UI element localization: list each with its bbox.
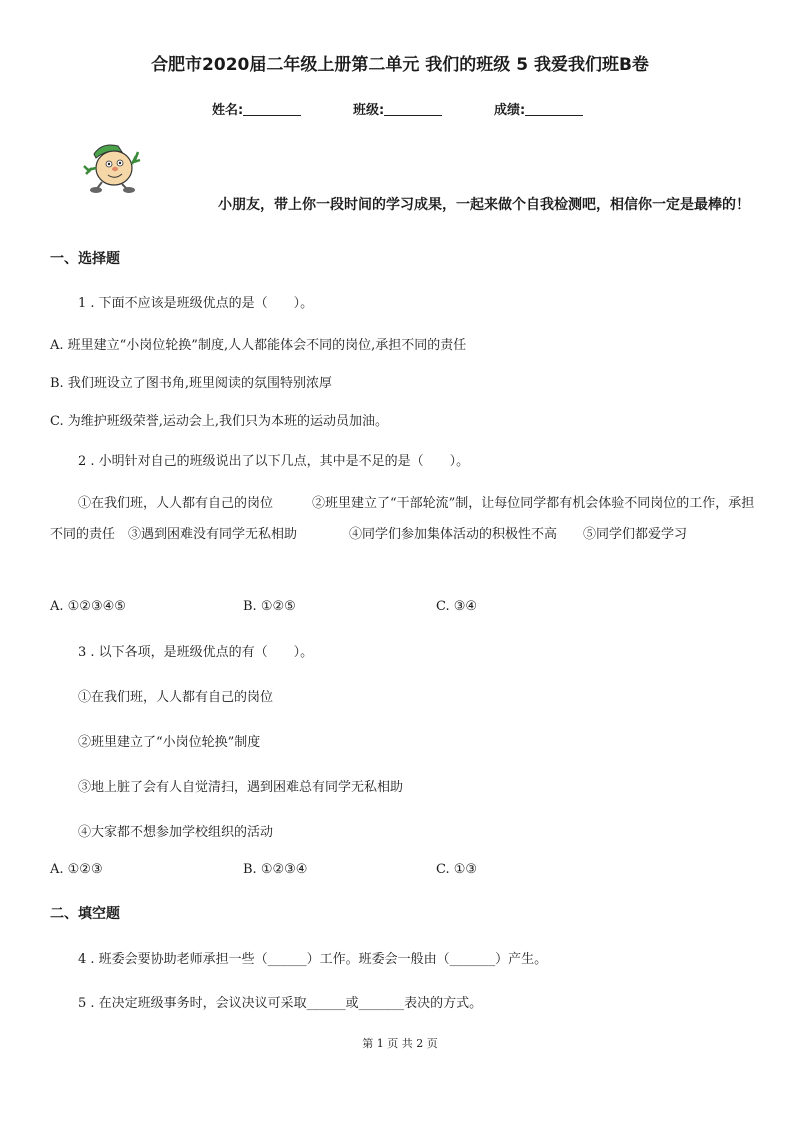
page-title: 合肥市2020届二年级上册第二单元 我们的班级 5 我爱我们班B卷	[151, 55, 649, 75]
name-field[interactable]	[212, 99, 301, 118]
q1-option-b[interactable]: B. 我们班设立了图书角,班里阅读的氛围特别浓厚	[50, 376, 332, 391]
q2-option-c[interactable]: C. ③④	[436, 599, 478, 614]
page-footer: 第 1 页 共 2 页	[362, 1037, 438, 1050]
q1-option-c[interactable]: C. 为维护班级荣誉,运动会上,我们只为本班的运动员加油。	[50, 414, 389, 429]
q3-item: ③地上脏了会有人自觉清扫，遇到困难总有同学无私相助	[78, 780, 404, 795]
question-5[interactable]: 5 . 在决定班级事务时，会议决议可采取______或_______表决的方式。	[78, 996, 483, 1011]
q3-option-a[interactable]: A. ①②③	[50, 862, 103, 877]
encouragement-text: 小朋友，带上你一段时间的学习成果，一起来做个自我检测吧，相信你一定是最棒的！	[218, 197, 750, 213]
q1-option-a[interactable]: A. 班里建立“小岗位轮换”制度,人人都能体会不同的岗位,承担不同的责任	[50, 338, 467, 353]
q2-statements: ①在我们班，人人都有自己的岗位 ②班里建立了“干部轮流”制，让每位同学都有机会体验不同岗位的工作，承担不同的责任 ③遇到困难没有同学无私相助 ④同学们参加集体活动的积极性不高 ⑤同学们都爱学习	[50, 496, 755, 542]
class-field[interactable]	[353, 99, 442, 118]
cartoon-mascot-icon	[78, 138, 146, 198]
score-field[interactable]	[494, 99, 583, 118]
score-label: 成绩:	[494, 103, 526, 118]
q2-option-a[interactable]: A. ①②③④⑤	[50, 599, 126, 614]
name-blank[interactable]	[243, 103, 301, 116]
q3-option-c[interactable]: C. ①③	[436, 862, 478, 877]
question-2: 2 . 小明针对自己的班级说出了以下几点，其中是不足的是（ ）。	[78, 454, 470, 469]
q3-item: ①在我们班，人人都有自己的岗位	[78, 690, 274, 705]
question-3: 3 . 以下各项，是班级优点的有（ ）。	[78, 645, 314, 660]
section-choice-heading: 一、选择题	[50, 251, 120, 267]
class-blank[interactable]	[384, 103, 442, 116]
class-label: 班级:	[353, 103, 385, 118]
q3-option-b[interactable]: B. ①②③④	[243, 862, 308, 877]
name-label: 姓名:	[212, 103, 244, 118]
section-fill-heading: 二、填空题	[50, 906, 120, 922]
q3-item: ②班里建立了“小岗位轮换”制度	[78, 735, 261, 750]
q3-item: ④大家都不想参加学校组织的活动	[78, 825, 274, 840]
q2-option-b[interactable]: B. ①②⑤	[243, 599, 296, 614]
question-4[interactable]: 4 . 班委会要协助老师承担一些（______）工作。班委会一般由（_______）产生。	[78, 952, 548, 967]
score-blank[interactable]	[525, 103, 583, 116]
question-1: 1 . 下面不应该是班级优点的是（ ）。	[78, 296, 314, 311]
